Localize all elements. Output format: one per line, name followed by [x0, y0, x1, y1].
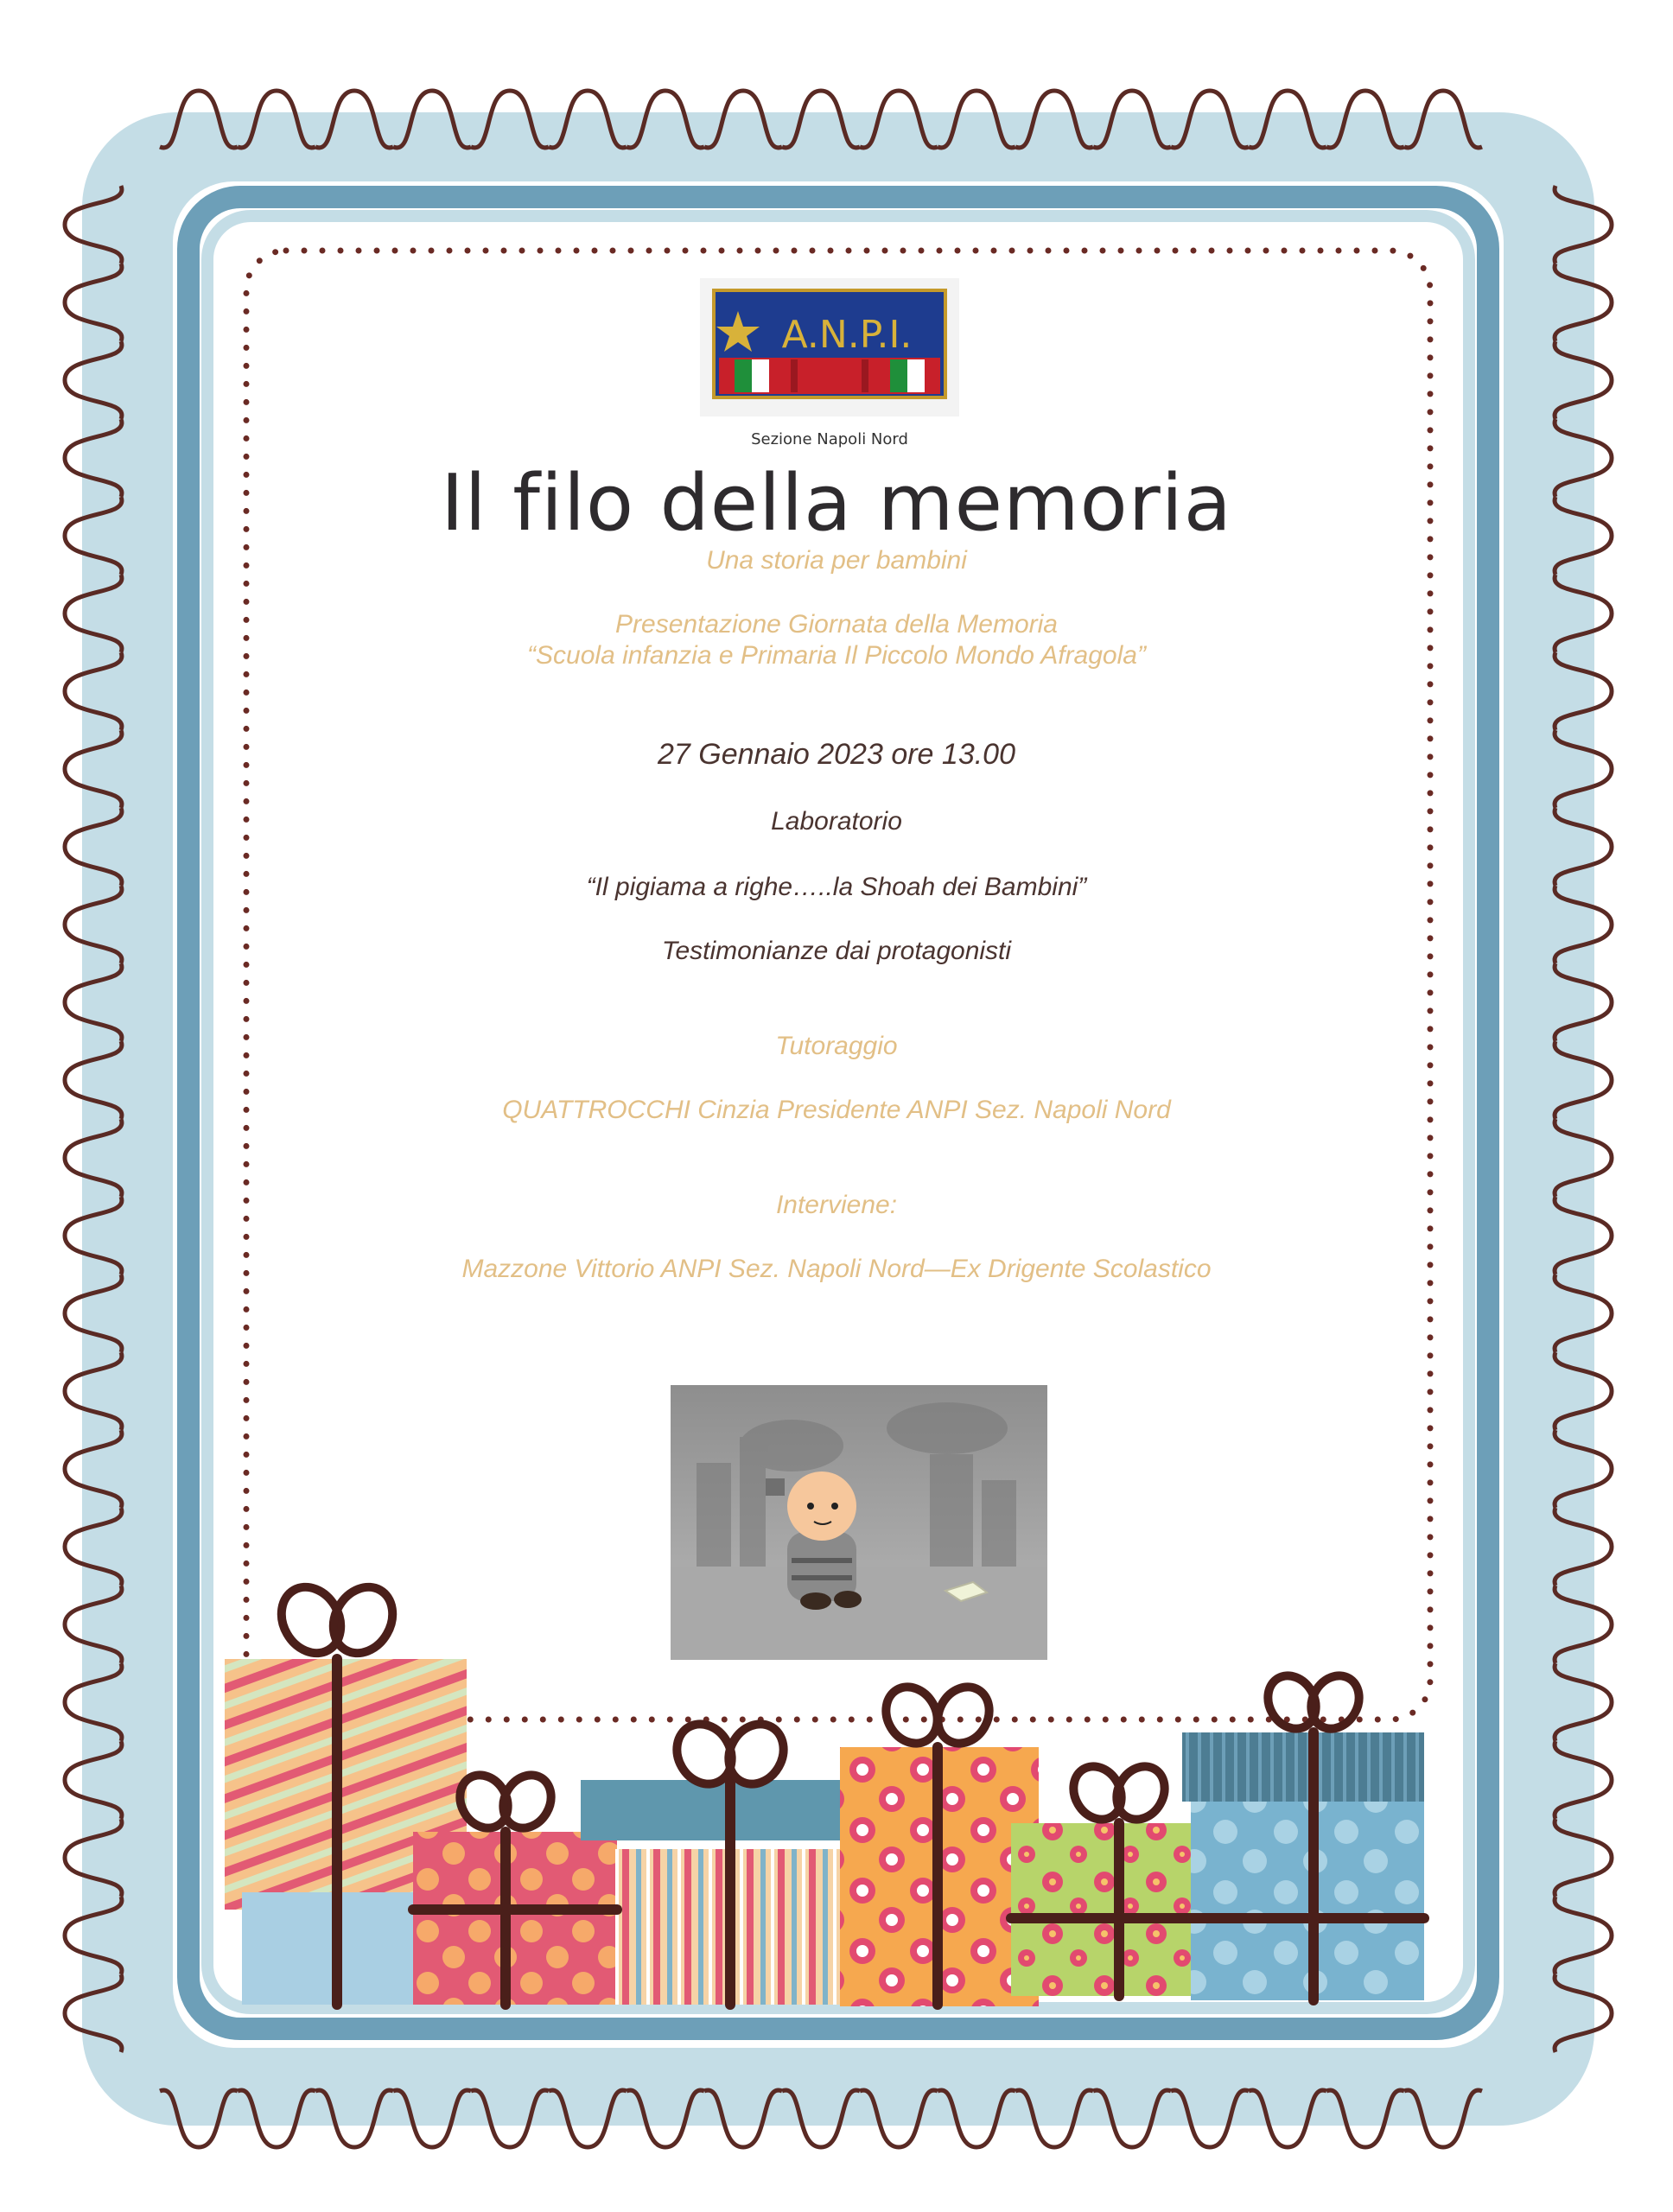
- speaker-person: Mazzone Vittorio ANPI Sez. Napoli Nord—Ex Drigente Scolastico: [461, 1255, 1212, 1283]
- event-date: 27 Gennaio 2023 ore 13.00: [657, 738, 1015, 771]
- logo-subtitle: Sezione Napoli Nord: [751, 430, 908, 448]
- anpi-logo: [700, 278, 959, 416]
- speaker-label: Interviene:: [775, 1191, 898, 1219]
- subtitle: Una storia per bambini: [706, 546, 967, 575]
- tutoring-person: QUATTROCCHI Cinzia Presidente ANPI Sez. Napoli Nord: [502, 1096, 1171, 1124]
- tutoring-label: Tutoraggio: [775, 1032, 898, 1060]
- workshop-title: “Il pigiama a righe…..la Shoah dei Bambini”: [586, 873, 1087, 901]
- child-illustration: [671, 1385, 1047, 1660]
- page-title: Il filo della memoria: [441, 458, 1232, 549]
- event-type: Laboratorio: [771, 807, 902, 836]
- testimonies: Testimonianze dai protagonisti: [661, 937, 1012, 965]
- event-line-2: “Scuola infanzia e Primaria Il Piccolo Mondo Afragola”: [527, 641, 1146, 670]
- event-line-1: Presentazione Giornata della Memoria: [615, 610, 1058, 639]
- anpi-logo-text: A.N.P.I.: [781, 313, 913, 357]
